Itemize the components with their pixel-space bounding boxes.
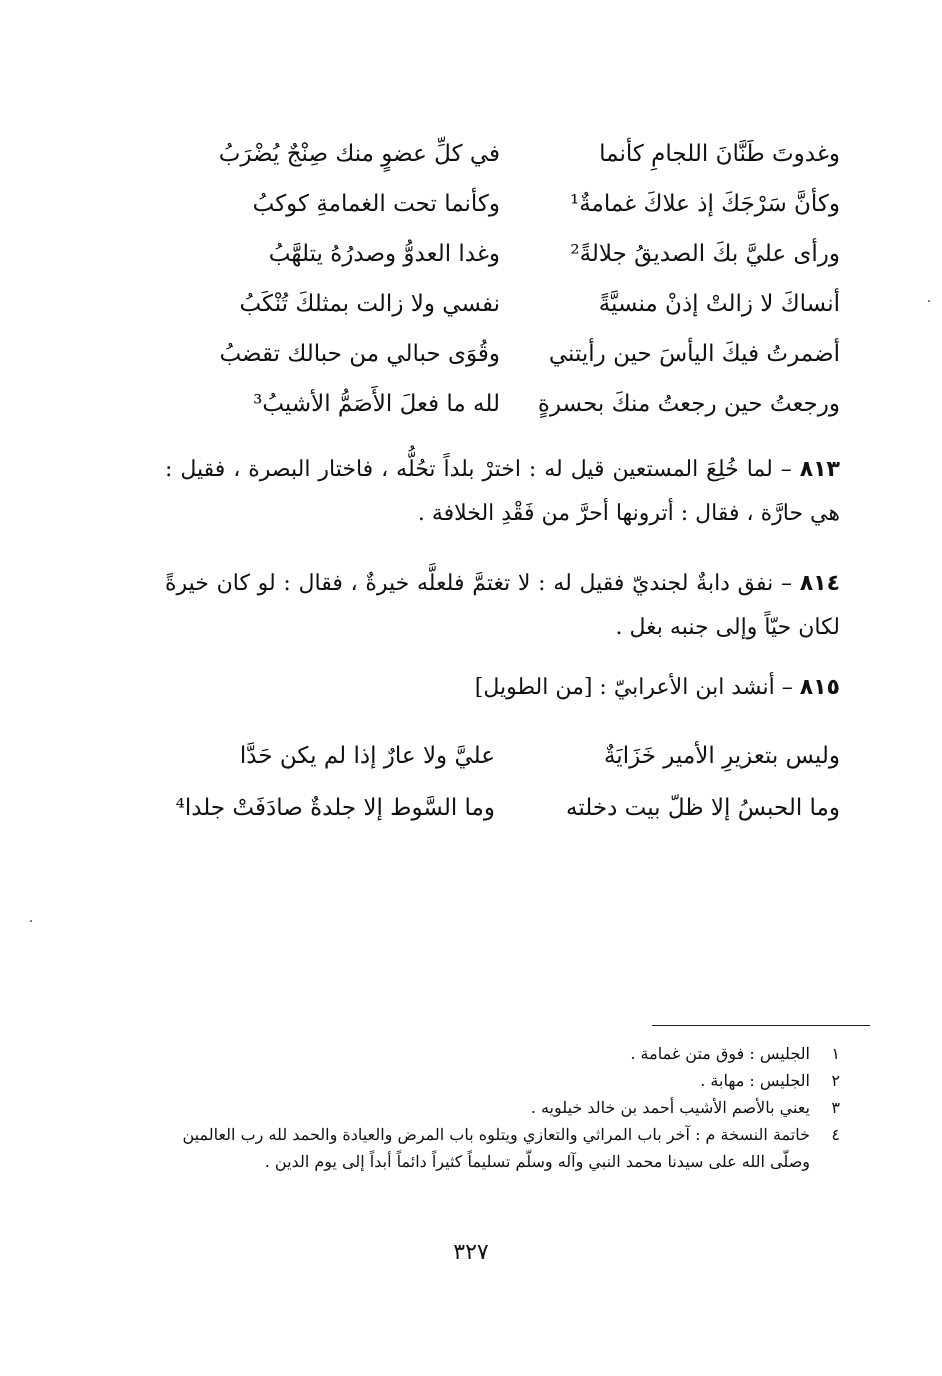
- entry-number: ٨١٣: [799, 457, 840, 482]
- verse-first-hemistich: وكأنَّ سَرْجَكَ إذ علاكَ غمامةٌ¹: [569, 191, 840, 217]
- verse-first-hemistich: ورأى عليَّ بكَ الصديقُ جلالةً²: [570, 241, 840, 267]
- scan-speck: [928, 300, 930, 302]
- verse-second-hemistich: نفسي ولا زالت بمثلكَ تُنْكَبُ: [239, 291, 500, 317]
- entry-text: – لما خُلِعَ المستعين قيل له : اخترْ بلداً تحُلُّه ، فاختار البصرة ، فقيل : هي حارَّة ، فقال : أترونها أحرَّ من فَقْدِ الخلافة .: [165, 457, 840, 526]
- verse-line: [200, 334, 840, 374]
- verse-first-hemistich: أضمرتُ فيكَ اليأسَ حين رأيتني: [548, 341, 840, 367]
- entry-814: [165, 562, 840, 650]
- footnote-separator: [652, 1025, 870, 1026]
- verse-first-hemistich: وغدوتَ طَنَّانَ اللجامِ كأنما: [599, 141, 840, 167]
- verse-second-hemistich: عليَّ ولا عارٌ إذا لم يكن حَدَّا: [239, 743, 495, 769]
- verse-line: [200, 284, 840, 324]
- verse-line: [165, 786, 840, 830]
- footnote: [165, 1067, 840, 1094]
- verse-second-hemistich: وغدا العدوُّ وصدرُهُ يتلهَّبُ: [268, 241, 500, 267]
- verse-first-hemistich: ورجعتُ حين رجعتُ منكَ بحسرةٍ: [537, 391, 840, 417]
- footnotes: [165, 1040, 840, 1175]
- entry-number: ٨١٤: [799, 571, 841, 596]
- footnote-text: خاتمة النسخة م : آخر باب المراثي والتعازي ويتلوه باب المرض والعيادة والحمد لله رب العالمين وصلّى الله على سيدنا محمد النبي وآله وسلّم تسليماً كثيراً دائماً أبداً إلى يوم الدين .: [182, 1125, 810, 1171]
- verse-second-hemistich: وما السَّوط إلا جلدةٌ صادَفَتْ جلدا⁴: [175, 795, 495, 821]
- verse-line: [200, 384, 840, 424]
- footnote: [165, 1040, 840, 1067]
- entry-815: [300, 666, 840, 710]
- verse-line: [165, 734, 840, 778]
- footnote-number: ٣: [831, 1098, 840, 1117]
- footnote: [165, 1121, 840, 1175]
- verse-line: [200, 184, 840, 224]
- verse-first-hemistich: أنساكَ لا زالتْ إذنْ منسيَّةً: [598, 291, 840, 317]
- verse-second-hemistich: وقُوَى حبالي من حبالك تقضبُ: [219, 341, 500, 367]
- entry-813: [165, 448, 840, 536]
- verse-first-hemistich: وما الحبسُ إلا ظلّ بيت دخلته: [565, 795, 840, 821]
- entry-text: – أنشد ابن الأعرابيّ : [من الطويل]: [474, 675, 793, 700]
- verse-line: [200, 234, 840, 274]
- verse-first-hemistich: وليس بتعزيرِ الأمير خَزَايَةٌ: [603, 743, 840, 769]
- footnote-text: الجليس : مهابة .: [700, 1071, 810, 1090]
- footnote-text: الجليس : فوق متن غمامة .: [630, 1044, 810, 1063]
- footnote-number: ٢: [831, 1071, 840, 1090]
- footnote: [165, 1094, 840, 1121]
- footnote-text: يعني بالأصم الأشيب أحمد بن خالد خيلويه .: [530, 1098, 810, 1117]
- verse-line: [200, 134, 840, 174]
- footnote-number: ١: [831, 1044, 840, 1063]
- footnote-number: ٤: [831, 1125, 840, 1144]
- entry-number: ٨١٥: [799, 675, 840, 700]
- verse-second-hemistich: لله ما فعلَ الأَصَمُّ الأشيبُ³: [253, 391, 500, 417]
- entry-text: – نفق دابةٌ لجنديّ فقيل له : لا تغتمَّ فلعلَّه خيرةٌ ، فقال : لو كان خيرةً لكان حيّاً وإلى جنبه بغل .: [165, 571, 840, 640]
- verse-second-hemistich: في كلِّ عضوٍ منك صِنْجٌ يُضْرَبُ: [218, 141, 500, 167]
- verse-second-hemistich: وكأنما تحت الغمامةِ كوكبُ: [252, 191, 500, 217]
- scan-speck: [30, 920, 32, 922]
- page-number: ٣٢٧: [453, 1240, 489, 1265]
